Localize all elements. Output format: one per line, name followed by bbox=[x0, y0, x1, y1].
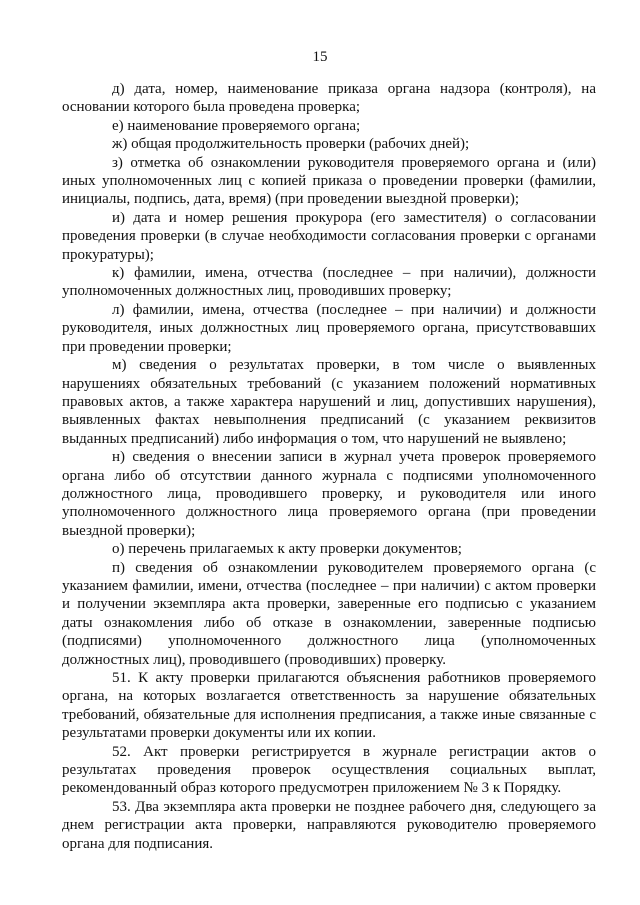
clause-51: 51. К акту проверки прилагаются объяснения работников проверяемого органа, на которых возлагается ответственность за нарушение обязательных требований, обязательные для исполнения предписания, а также иные связанные с результатами проверки документы или их копии. bbox=[62, 670, 596, 742]
paragraph-zh: ж) общая продолжительность проверки (рабочих дней); bbox=[112, 136, 470, 153]
paragraph-p: п) сведения об ознакомлении руководителем проверяемого органа (с указанием фамилии, имени, отчества (последнее – при наличии) с актом проверки и получении экземпляра акта проверки, заверенные его подписью с указанием даты ознакомления либо об отказе в ознакомлении, заверенные подписью (подписями) уполномоченного должностного лица (уполномоченных должностных лиц), проводившего (проводивших) проверку. bbox=[62, 559, 596, 668]
paragraph-z: з) отметка об ознакомлении руководителя проверяемого органа и (или) иных уполномоченных лиц с копией приказа о проведении проверки (фамилии, инициалы, подпись, дата, время) (при проведении выездной проверки); bbox=[62, 154, 596, 208]
paragraph-m: м) сведения о результатах проверки, в том числе о выявленных нарушениях обязательных требований (с указанием положений нормативных правовых актов, а также характера нарушений и лиц, допустивших нарушения), выявленных фактах невыполнения предписаний (с указанием реквизитов выданных предписаний) либо информация о том, что нарушений не выявлено; bbox=[62, 357, 596, 447]
paragraph-l: л) фамилии, имена, отчества (последнее – при наличии) и должности руководителя, иных должностных лиц проверяемого органа, присутствовавших при проведении проверки; bbox=[62, 301, 596, 355]
paragraph-d: д) дата, номер, наименование приказа органа надзора (контроля), на основании которого была проведена проверка; bbox=[62, 81, 596, 116]
paragraph-k: к) фамилии, имена, отчества (последнее – при наличии), должности уполномоченных должностных лиц, проводивших проверку; bbox=[62, 265, 596, 300]
clause-53: 53. Два экземпляра акта проверки не позднее рабочего дня, следующего за днем регистрации акта проверки, направляются руководителю проверяемого органа для подписания. bbox=[62, 798, 596, 852]
clause-52: 52. Акт проверки регистрируется в журнале регистрации актов о результатах проведения проверок осуществления социальных выплат, рекомендованный образ которого предусмотрен приложением № 3 к Порядку. bbox=[62, 743, 596, 797]
page-number: 15 bbox=[312, 49, 328, 65]
paragraph-n: н) сведения о внесении записи в журнал учета проверок проверяемого органа либо об отсутствии данного журнала с подписями уполномоченного должностного лица, проводившего проверку, и руководителя или иного уполномоченного должностного лица проверяемого органа (при проведении выездной проверки); bbox=[62, 449, 596, 539]
document-body bbox=[62, 80, 596, 853]
paragraph-i: и) дата и номер решения прокурора (его заместителя) о согласовании проведения проверки (в случае необходимости согласования проверки с органами прокуратуры); bbox=[62, 209, 596, 263]
paragraph-e: е) наименование проверяемого органа; bbox=[112, 117, 361, 134]
paragraph-o: о) перечень прилагаемых к акту проверки документов; bbox=[112, 541, 462, 558]
